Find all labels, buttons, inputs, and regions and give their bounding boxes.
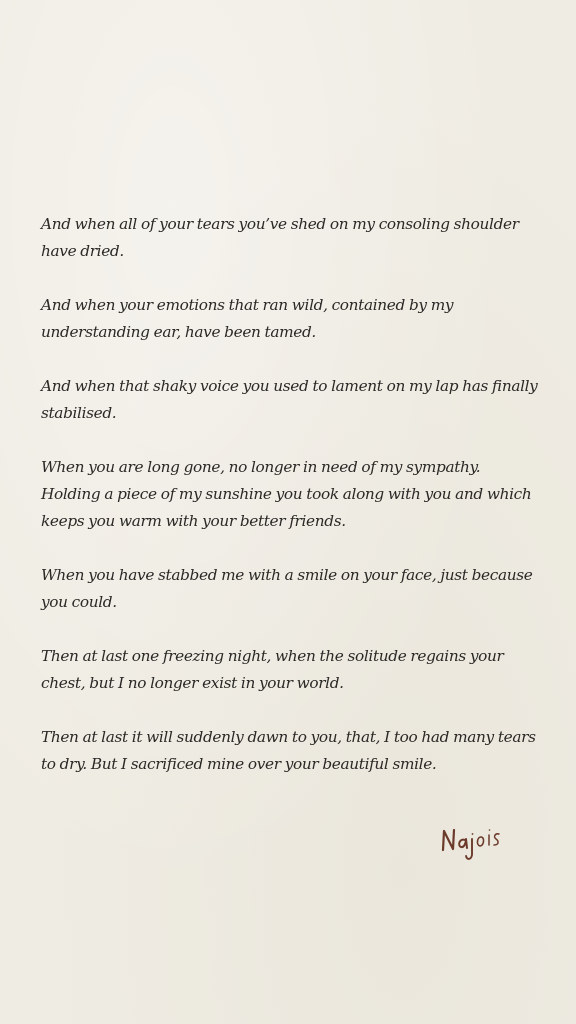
poem (41, 211, 541, 778)
stanza-2: And when your emotions that ran wild, contained by my understanding ear, have been tamed. (41, 296, 454, 341)
stanza-6: Then at last one freezing night, when the solitude regains your chest, but I no longer exist in your world. (41, 647, 504, 692)
bleed-through-text (36, 52, 576, 92)
stanza-1: And when all of your tears you’ve shed on my consoling shoulder have dried. (41, 215, 519, 260)
stanza-7: Then at last it will suddenly dawn to you, that, I too had many tears to dry. But I sacrificed mine over your beautiful smile. (41, 728, 536, 773)
stanza-5: When you have stabbed me with a smile on your face, just because you could. (41, 566, 533, 611)
signature-drawing (438, 818, 518, 878)
stanza-3: And when that shaky voice you used to lament on my lap has finally stabilised. (41, 377, 538, 422)
handwritten-signature (438, 818, 518, 878)
stanza-4: When you are long gone, no longer in need of my sympathy. Holding a piece of my sunshine you took along with you and which keeps you warm with your better friends. (41, 458, 532, 530)
